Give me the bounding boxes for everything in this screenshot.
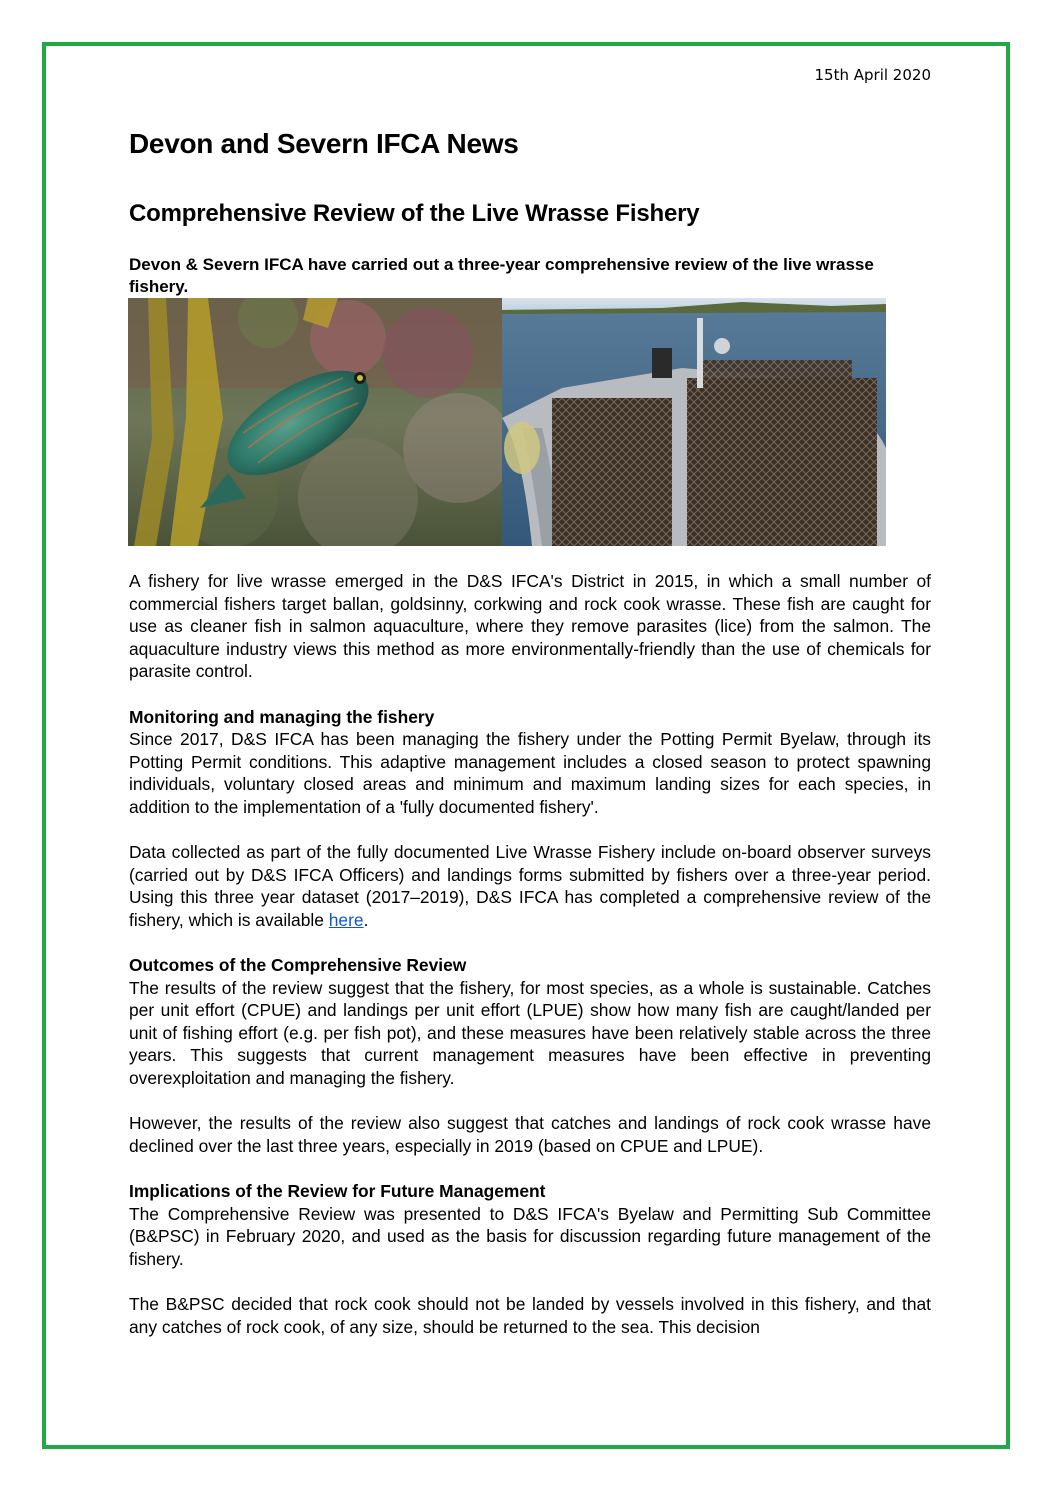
article-title: Comprehensive Review of the Live Wrasse Fishery — [129, 200, 700, 227]
paragraph-data-end: . — [363, 909, 369, 930]
paragraph-data — [129, 841, 931, 931]
paragraph-implications: The Comprehensive Review was presented to D&S IFCA's Byelaw and Permitting Sub Committee (B&PSC) in February 2020, and used as the basis for discussion regarding future management of the fishery. — [129, 1203, 931, 1269]
wrasse-underwater-photo — [128, 298, 502, 546]
photo-strip — [128, 298, 886, 546]
review-link[interactable]: here — [328, 909, 364, 930]
article-lead: Devon & Severn IFCA have carried out a three-year comprehensive review of the live wrasse fishery. — [129, 255, 874, 296]
page-title: Devon and Severn IFCA News — [129, 128, 519, 159]
heading-outcomes: Outcomes of the Comprehensive Review — [129, 955, 467, 976]
paragraph-decision: The B&PSC decided that rock cook should not be landed by vessels involved in this fishery, and that any catches of rock cook, of any size, should be returned to the sea. This decision — [129, 1294, 931, 1337]
paragraph-monitoring: Since 2017, D&S IFCA has been managing the fishery under the Potting Permit Byelaw, through its Potting Permit conditions. This adaptive management includes a closed season to protect spawning individuals, voluntary closed areas and minimum and maximum landing sizes for each species, in addition to the implementation of a 'fully documented fishery'. — [129, 729, 931, 817]
heading-monitoring: Monitoring and managing the fishery — [129, 706, 435, 727]
paragraph-outcomes: The results of the review suggest that the fishery, for most species, as a whole is sustainable. Catches per unit effort (CPUE) and landings per unit effort (LPUE) show how many fish are caught/landed per unit of fishing effort (e.g. per fish pot), and these measures have been relatively stable across the three years. This suggests that current management measures have been effective in preventing overexploitation and managing the fishery. — [129, 977, 931, 1089]
boat-pots-photo — [502, 298, 886, 546]
heading-implications: Implications of the Review for Future Management — [129, 1181, 546, 1202]
publication-date: 15th April 2020 — [814, 66, 931, 84]
paragraph-data-text: Data collected as part of the fully documented Live Wrasse Fishery include on-board observer surveys (carried out by D&S IFCA Officers) and landings forms submitted by fishers over a three-year period. Using this three year dataset (2017–2019), D&S IFCA has completed a comprehensive review of the fishery, which is available — [129, 842, 931, 930]
paragraph-intro: A fishery for live wrasse emerged in the D&S IFCA's District in 2015, in which a small number of commercial fishers target ballan, goldsinny, corkwing and rock cook wrasse. These fish are caught for use as cleaner fish in salmon aquaculture, where they remove parasites (lice) from the salmon. The aquaculture industry views this method as more environmentally-friendly than the use of chemicals for parasite control. — [129, 571, 931, 682]
paragraph-rock-cook: However, the results of the review also suggest that catches and landings of rock cook wrasse have declined over the last three years, especially in 2019 (based on CPUE and LPUE). — [129, 1113, 931, 1156]
